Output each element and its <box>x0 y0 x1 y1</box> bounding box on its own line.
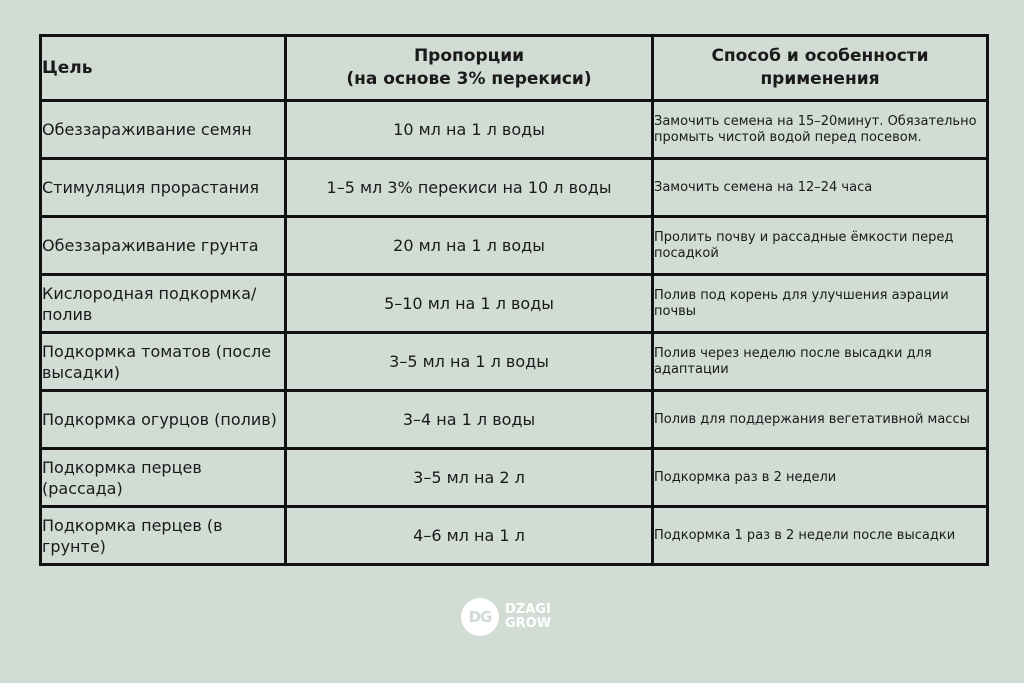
table-row <box>41 449 988 507</box>
cell-proportion: 1–5 мл 3% перекиси на 10 л воды <box>286 159 653 217</box>
cell-method: Замочить семена на 12–24 часа <box>653 159 988 217</box>
header-proportion-line2: (на основе 3% перекиси) <box>346 69 592 89</box>
header-goal: Цель <box>41 36 286 101</box>
logo-mark-icon: DG <box>461 598 499 636</box>
table-row <box>41 159 988 217</box>
cell-proportion: 5–10 мл на 1 л воды <box>286 275 653 333</box>
cell-goal: Подкормка огурцов (полив) <box>41 391 286 449</box>
cell-method: Полив через неделю после высадки для адаптации <box>653 333 988 391</box>
brand-logo <box>461 598 551 636</box>
cell-method: Замочить семена на 15–20минут. Обязательно промыть чистой водой перед посевом. <box>653 101 988 159</box>
cell-proportion: 10 мл на 1 л воды <box>286 101 653 159</box>
header-method-line2: применения <box>760 69 880 89</box>
cell-goal: Подкормка перцев (рассада) <box>41 449 286 507</box>
header-row <box>41 36 988 101</box>
table-row <box>41 275 988 333</box>
cell-proportion: 20 мл на 1 л воды <box>286 217 653 275</box>
logo-line2: GROW <box>505 616 552 631</box>
table-row <box>41 391 988 449</box>
cell-proportion: 3–5 мл на 1 л воды <box>286 333 653 391</box>
cell-proportion: 4–6 мл на 1 л <box>286 507 653 565</box>
header-proportion <box>286 36 653 101</box>
table-row <box>41 507 988 565</box>
cell-method: Подкормка раз в 2 недели <box>653 449 988 507</box>
table-row <box>41 217 988 275</box>
cell-goal: Обеззараживание семян <box>41 101 286 159</box>
logo-line1: DZAGI <box>505 602 551 617</box>
cell-goal: Кислородная подкормка/полив <box>41 275 286 333</box>
cell-goal: Стимуляция прорастания <box>41 159 286 217</box>
cell-goal: Обеззараживание грунта <box>41 217 286 275</box>
cell-proportion: 3–4 на 1 л воды <box>286 391 653 449</box>
header-method-line1: Способ и особенности <box>711 46 929 66</box>
cell-goal: Подкормка томатов (после высадки) <box>41 333 286 391</box>
hydrogen-peroxide-table <box>39 34 989 566</box>
table-row <box>41 101 988 159</box>
cell-method: Подкормка 1 раз в 2 недели после высадки <box>653 507 988 565</box>
table-row <box>41 333 988 391</box>
cell-method: Пролить почву и рассадные ёмкости перед посадкой <box>653 217 988 275</box>
cell-method: Полив под корень для улучшения аэрации почвы <box>653 275 988 333</box>
header-proportion-line1: Пропорции <box>413 46 525 66</box>
cell-method: Полив для поддержания вегетативной массы <box>653 391 988 449</box>
cell-goal: Подкормка перцев (в грунте) <box>41 507 286 565</box>
cell-proportion: 3–5 мл на 2 л <box>286 449 653 507</box>
header-method <box>653 36 988 101</box>
logo-wordmark <box>505 603 551 631</box>
